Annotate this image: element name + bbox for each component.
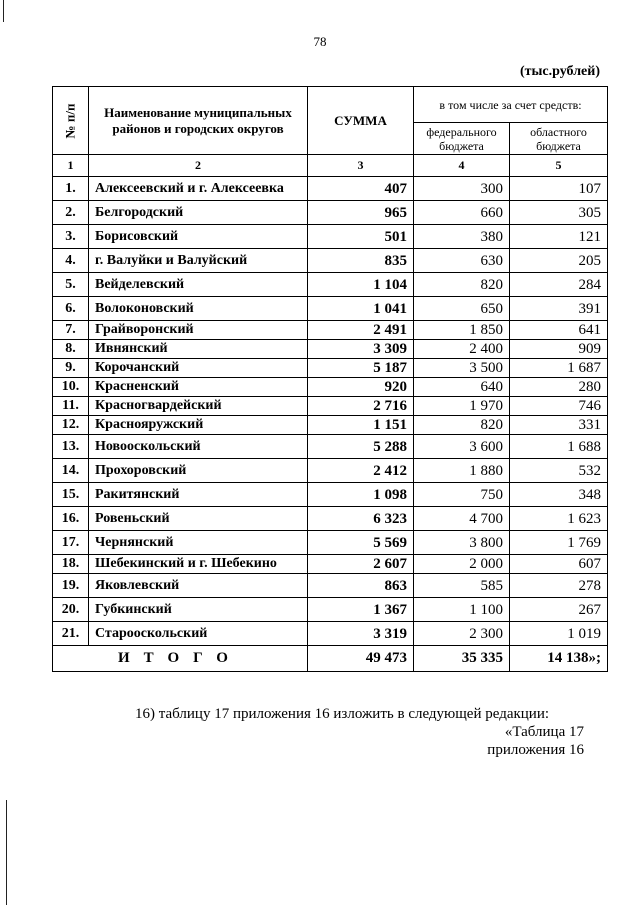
row-number: 6. (53, 297, 89, 321)
scan-artifact-top (3, 0, 4, 22)
district-name: Шебекинский и г. Шебекино (89, 555, 308, 574)
row-number: 16. (53, 507, 89, 531)
table-row (53, 555, 608, 574)
row-federal: 650 (414, 297, 510, 321)
row-federal: 750 (414, 483, 510, 507)
row-number: 19. (53, 574, 89, 598)
district-name: Ракитянский (89, 483, 308, 507)
row-federal: 2 400 (414, 340, 510, 359)
header-fed: федерального бюджета (414, 123, 510, 155)
total-reg: 14 138»; (510, 646, 608, 672)
table-ref: «Таблица 17 (504, 724, 584, 740)
row-sum: 863 (308, 574, 414, 598)
row-number: 21. (53, 622, 89, 646)
row-number: 20. (53, 598, 89, 622)
row-sum: 5 187 (308, 359, 414, 378)
row-regional: 348 (510, 483, 608, 507)
row-number: 12. (53, 416, 89, 435)
total-label: ИТОГО (53, 646, 308, 672)
header-num (53, 87, 89, 155)
table-row (53, 177, 608, 201)
row-federal: 585 (414, 574, 510, 598)
row-number: 8. (53, 340, 89, 359)
district-name: Корочанский (89, 359, 308, 378)
row-number: 14. (53, 459, 89, 483)
table-body (53, 177, 608, 646)
row-federal: 630 (414, 249, 510, 273)
row-sum: 2 716 (308, 397, 414, 416)
row-regional: 305 (510, 201, 608, 225)
district-name: Краснояружский (89, 416, 308, 435)
district-name: Губкинский (89, 598, 308, 622)
row-number: 17. (53, 531, 89, 555)
column-numbers-row (53, 155, 608, 177)
table-row (53, 249, 608, 273)
appendix-ref: приложения 16 (487, 742, 584, 758)
col-number: 1 (53, 155, 89, 177)
row-federal: 380 (414, 225, 510, 249)
total-row (53, 646, 608, 672)
table-row (53, 321, 608, 340)
table-row (53, 574, 608, 598)
row-federal: 660 (414, 201, 510, 225)
table-row (53, 459, 608, 483)
row-regional: 607 (510, 555, 608, 574)
row-regional: 1 688 (510, 435, 608, 459)
district-name: Ровеньский (89, 507, 308, 531)
header-sum: СУММА (308, 87, 414, 155)
row-federal: 1 100 (414, 598, 510, 622)
row-federal: 1 850 (414, 321, 510, 340)
row-number: 9. (53, 359, 89, 378)
row-sum: 5 288 (308, 435, 414, 459)
row-regional: 1 769 (510, 531, 608, 555)
row-number: 5. (53, 273, 89, 297)
row-federal: 4 700 (414, 507, 510, 531)
table-row (53, 598, 608, 622)
table-row (53, 273, 608, 297)
row-sum: 2 412 (308, 459, 414, 483)
row-sum: 2 607 (308, 555, 414, 574)
row-sum: 920 (308, 378, 414, 397)
table-row (53, 622, 608, 646)
district-name: Яковлевский (89, 574, 308, 598)
row-sum: 5 569 (308, 531, 414, 555)
row-sum: 6 323 (308, 507, 414, 531)
row-regional: 1 019 (510, 622, 608, 646)
row-regional: 331 (510, 416, 608, 435)
row-regional: 532 (510, 459, 608, 483)
row-sum: 965 (308, 201, 414, 225)
header-incl: в том числе за счет средств: (414, 87, 608, 123)
header-row (53, 87, 608, 123)
row-federal: 3 800 (414, 531, 510, 555)
table-row (53, 507, 608, 531)
row-number: 7. (53, 321, 89, 340)
district-name: Новооскольский (89, 435, 308, 459)
col-number: 5 (510, 155, 608, 177)
row-federal: 1 880 (414, 459, 510, 483)
district-name: Красненский (89, 378, 308, 397)
row-number: 4. (53, 249, 89, 273)
table-row (53, 416, 608, 435)
table-row (53, 201, 608, 225)
row-federal: 300 (414, 177, 510, 201)
row-sum: 3 319 (308, 622, 414, 646)
row-federal: 820 (414, 416, 510, 435)
row-federal: 2 300 (414, 622, 510, 646)
row-federal: 3 500 (414, 359, 510, 378)
table-row (53, 340, 608, 359)
row-regional: 391 (510, 297, 608, 321)
district-name: Ивнянский (89, 340, 308, 359)
district-name: Алексеевский и г. Алексеевка (89, 177, 308, 201)
row-regional: 280 (510, 378, 608, 397)
table-row (53, 378, 608, 397)
district-name: Старооскольский (89, 622, 308, 646)
row-regional: 205 (510, 249, 608, 273)
district-name: Вейделевский (89, 273, 308, 297)
row-sum: 501 (308, 225, 414, 249)
row-regional: 107 (510, 177, 608, 201)
row-number: 13. (53, 435, 89, 459)
table-row (53, 297, 608, 321)
district-name: Белгородский (89, 201, 308, 225)
amendment-text: 16) таблицу 17 приложения 16 изложить в следующей редакции: (135, 706, 550, 722)
row-federal: 2 000 (414, 555, 510, 574)
row-number: 15. (53, 483, 89, 507)
row-number: 18. (53, 555, 89, 574)
row-sum: 1 104 (308, 273, 414, 297)
row-sum: 3 309 (308, 340, 414, 359)
district-name: Борисовский (89, 225, 308, 249)
row-number: 3. (53, 225, 89, 249)
row-sum: 1 367 (308, 598, 414, 622)
header-reg: областного бюджета (510, 123, 608, 155)
row-regional: 121 (510, 225, 608, 249)
row-regional: 746 (510, 397, 608, 416)
row-number: 2. (53, 201, 89, 225)
col-number: 3 (308, 155, 414, 177)
row-number: 1. (53, 177, 89, 201)
row-number: 10. (53, 378, 89, 397)
col-number: 2 (89, 155, 308, 177)
district-name: Волоконовский (89, 297, 308, 321)
row-regional: 909 (510, 340, 608, 359)
row-regional: 284 (510, 273, 608, 297)
row-regional: 1 687 (510, 359, 608, 378)
header-name: Наименование муниципальных районов и городских округов (89, 87, 308, 155)
row-regional: 267 (510, 598, 608, 622)
district-name: Грайворонский (89, 321, 308, 340)
row-sum: 835 (308, 249, 414, 273)
table-row (53, 359, 608, 378)
district-name: Прохоровский (89, 459, 308, 483)
page-number: 78 (313, 34, 327, 49)
table-row (53, 397, 608, 416)
row-federal: 1 970 (414, 397, 510, 416)
row-number: 11. (53, 397, 89, 416)
header-num-text: № п/п (62, 103, 78, 138)
row-regional: 1 623 (510, 507, 608, 531)
table-row (53, 531, 608, 555)
row-regional: 278 (510, 574, 608, 598)
row-federal: 820 (414, 273, 510, 297)
row-federal: 3 600 (414, 435, 510, 459)
table-row (53, 435, 608, 459)
row-sum: 1 151 (308, 416, 414, 435)
district-name: Чернянский (89, 531, 308, 555)
row-federal: 640 (414, 378, 510, 397)
total-sum: 49 473 (308, 646, 414, 672)
row-sum: 1 098 (308, 483, 414, 507)
row-sum: 2 491 (308, 321, 414, 340)
budget-table (52, 86, 608, 672)
district-name: г. Валуйки и Валуйский (89, 249, 308, 273)
units-label: (тыс.рублей) (519, 64, 600, 79)
col-number: 4 (414, 155, 510, 177)
table-row (53, 483, 608, 507)
total-fed: 35 335 (414, 646, 510, 672)
table-row (53, 225, 608, 249)
scan-artifact-bottom (6, 800, 7, 905)
row-regional: 641 (510, 321, 608, 340)
district-name: Красногвардейский (89, 397, 308, 416)
row-sum: 1 041 (308, 297, 414, 321)
row-sum: 407 (308, 177, 414, 201)
